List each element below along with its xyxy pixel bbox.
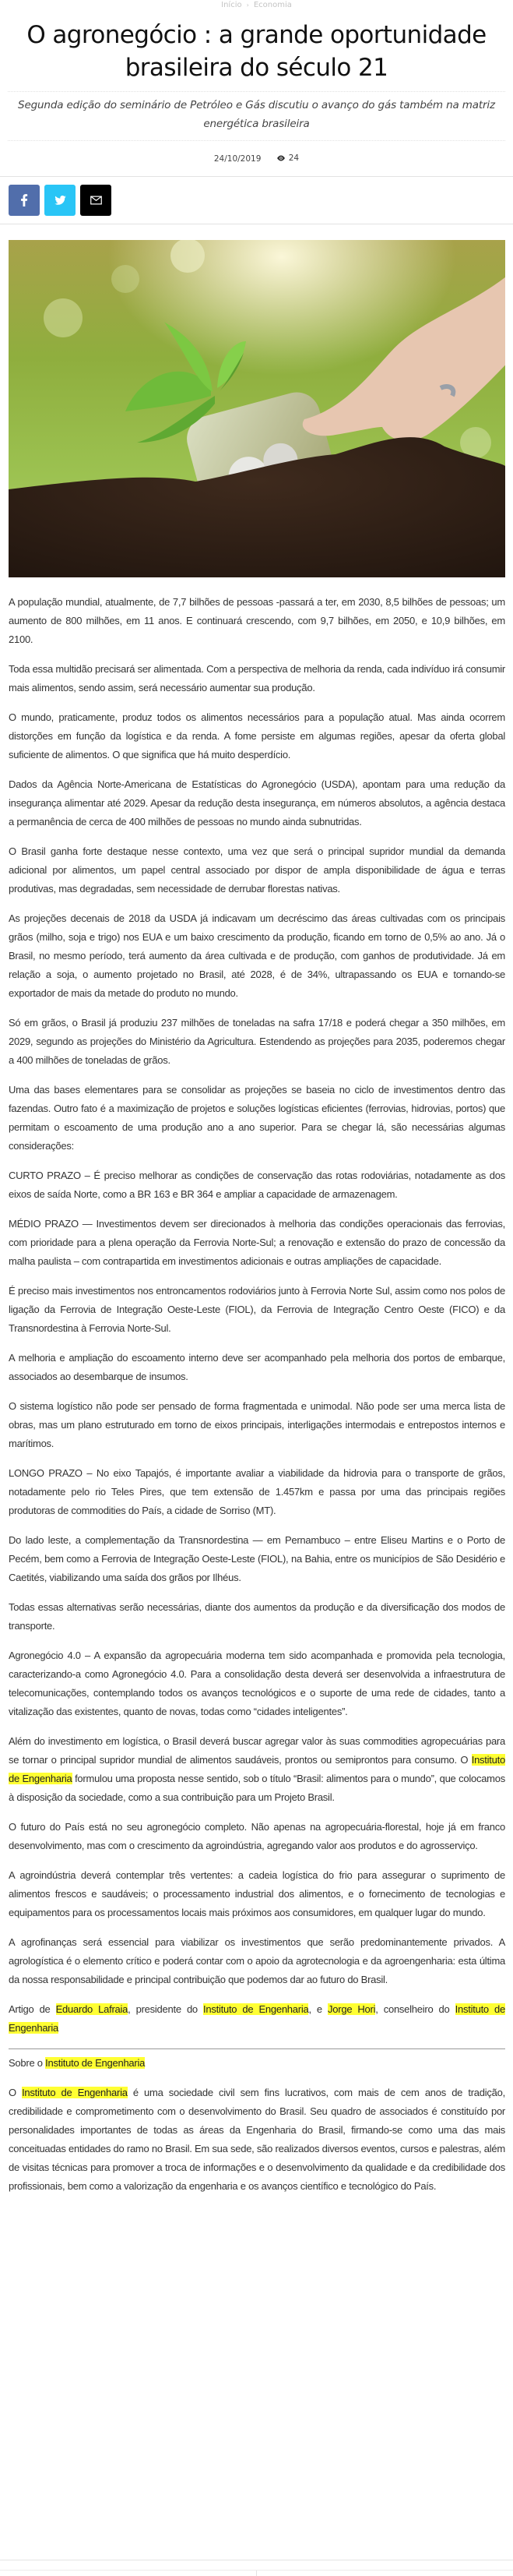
byline-text: , conselheiro do	[375, 2003, 455, 2015]
paragraph	[9, 1732, 505, 1807]
twitter-share-button[interactable]	[44, 185, 76, 216]
author-link[interactable]: Eduardo Lafraia	[55, 2003, 128, 2015]
paragraph: Só em grãos, o Brasil já produziu 237 milhões de toneladas na safra 17/18 e poderá chegar a 350 milhões, em 2029, segundo as projeções do Ministério da Agricultura. Estendendo as projeções para 2035, poderemos chegar a 400 milhões de toneladas de grãos.	[9, 1017, 505, 1066]
paragraph: As projeções decenais de 2018 da USDA já indicavam um decréscimo das áreas cultivadas com os principais grãos (milho, soja e trigo) nos EUA e um baixo crescimento da produção, ficando em torno de 0,5% ao ano. Já o Brasil, no mesmo período, terá aumento da área cultivada e de produção, com ganhos de produtividade. Já em relação a soja, o aumento projetado no Brasil, até 2028, é de 34%, ultrapassando os EUA e tornando-se exportador de mais da metade do produto no mundo.	[9, 912, 505, 999]
page-title: O agronegócio : a grande oportunidade brasileira do século 21	[26, 21, 487, 82]
email-share-button[interactable]	[80, 185, 111, 216]
envelope-icon	[90, 196, 102, 205]
divider	[8, 91, 505, 92]
paragraph-text: Além do investimento em logística, o Brasil deverá buscar agregar valor às suas commodities agropecuárias para se tornar o principal supridor mundial de alimentos saudáveis, prontos ou semiprontos para consumo. O	[9, 1735, 505, 1766]
paragraph: A população mundial, atualmente, de 7,7 bilhões de pessoas -passará a ter, em 2030, 8,5 bilhões de pessoas; um aumento de 800 milhões, em 11 anos. E continuará crescendo, com 9,7 bilhões, em 2050, e 10,9 bilhões, em 2100.	[9, 596, 505, 645]
paragraph: O Brasil ganha forte destaque nesse contexto, uma vez que será o principal supridor mundial da demanda adicional por alimentos, um papel central associado por dispor de ampla disponibilidade de água e terras produtivas, mas degradadas, sem necessidade de derrubar florestas nativas.	[9, 845, 505, 895]
page-subtitle: Segunda edição do seminário de Petróleo e Gás discutiu o avanço do gás também na matriz energética brasileira	[18, 99, 495, 130]
about-heading-text: Sobre o	[9, 2057, 46, 2069]
views-counter	[276, 151, 299, 165]
facebook-share-button[interactable]	[9, 185, 40, 216]
byline-text: , presidente do	[128, 2003, 204, 2015]
byline-text: , e	[308, 2003, 329, 2015]
byline-text: Artigo de	[9, 2003, 56, 2015]
post-meta	[0, 151, 513, 166]
paragraph: O futuro do País está no seu agronegócio completo. Não apenas na agropecuária-florestal, hoje já em franco desenvolvimento, mas com o crescimento da agroindústria, agregando valor aos produtos e do agrosserviço.	[9, 1821, 505, 1851]
paragraph: O mundo, praticamente, produz todos os alimentos necessários para a população atual. Mas ainda ocorrem distorções em função da logística e da renda. A fome persiste em algumas regiões, apesar da oferta global suficiente de alimentos. O que significa que há muito desperdício.	[9, 711, 505, 760]
paragraph-text: O	[9, 2087, 23, 2098]
paragraph: É preciso mais investimentos nos entroncamentos rodoviários junto à Ferrovia Norte Sul, assim como nos polos de ligação da Ferrovia de Integração Oeste-Leste (FIOL), da Ferrovia de Integração Centro Oeste (FICO) e da Transnordestina à Ferrovia Norte-Sul.	[9, 1285, 505, 1334]
paragraph: O sistema logístico não pode ser pensado de forma fragmentada e unimodal. Não pode ser uma merca lista de obras, mas um plano estruturado em torno de eixos principais, interligações intermodais e entrepostos internos e marítimos.	[9, 1400, 505, 1449]
paragraph-text: é uma sociedade civil sem fins lucrativos, com mais de cem anos de tradição, credibilidade e comprometimento com o desenvolvimento do Brasil. Seu quadro de associados é constituído por personalidades importantes de todas as áreas da Engenharia do Brasil, firmando-se como uma das mais conceituadas entidades do ramo no Brasil. Em sua sede, são realizados diversos eventos, cursos e palestras, além de visitas técnicas para promover a troca de informações e o desenvolvimento da qualidade e da credibilidade dos profissionais, bem como a valorização da engenharia e os avanços científico e tecnológico do País.	[9, 2087, 505, 2192]
author-link[interactable]: Jorge Hori	[328, 2003, 376, 2015]
breadcrumb-home-link[interactable]: Início	[221, 1, 242, 9]
article-body	[9, 593, 505, 2207]
twitter-icon	[54, 196, 66, 205]
paragraph: Uma das bases elementares para se consolidar as projeções se baseia no ciclo de investimentos dentro das fazendas. Outro fato é a maximização de projetos e soluções logísticas eficientes (ferrovias, hidrovias, portos) que permitam o escoamento de uma produção ano a ano superior. Para se chegar lá, são necessárias algumas considerações:	[9, 1084, 505, 1152]
paragraph: Todas essas alternativas serão necessárias, diante dos aumentos da produção e da diversificação dos modos de transporte.	[9, 1601, 505, 1632]
divider	[0, 176, 513, 177]
paragraph: CURTO PRAZO – É preciso melhorar as condições de conservação das rotas rodoviárias, notadamente as dos eixos de saída Norte, como a BR 163 e BR 364 e ampliar a capacidade de armazenagem.	[9, 1170, 505, 1200]
instituto-link[interactable]: Instituto de Engenharia	[203, 2003, 309, 2015]
paragraph: A agroindústria deverá contemplar três vertentes: a cadeia logística do frio para assegurar o suprimento de alimentos frescos e saudáveis; o processamento industrial dos alimentos, e o fornecimento de tecnologias e equipamentos para os processamentos locais mais próximos aos consumidores, em qualquer lugar do mundo.	[9, 1869, 505, 1918]
paragraph: Toda essa multidão precisará ser alimentada. Com a perspectiva de melhoria da renda, cada indivíduo irá consumir mais alimentos, sendo assim, será necessário aumentar sua produção.	[9, 663, 505, 693]
breadcrumb-category-link[interactable]: Economia	[253, 1, 292, 9]
divider	[9, 2048, 505, 2049]
paragraph: A melhoria e ampliação do escoamento interno deve ser acompanhado pela melhoria dos portos de embarque, associados ao desembarque de insumos.	[9, 1352, 505, 1382]
divider	[8, 140, 505, 141]
instituto-link[interactable]: Instituto de Engenharia	[45, 2057, 146, 2069]
paragraph: Dados da Agência Norte-Americana de Estatísticas do Agronegócio (USDA), apontam para uma redução da insegurança alimentar até 2029. Apesar da redução desta insegurança, em números absolutos, a agência destaca a permanência de cerca de 400 milhões de pessoas no mundo ainda subnutridas.	[9, 778, 505, 827]
paragraph: Agronegócio 4.0 – A expansão da agropecuária moderna tem sido acompanhada e promovida pela tecnologia, caracterizando-a como Agronegócio 4.0. Para a consolidação desta deverá ser desenvolvida a infraestrutura de telecomunicações, contemplando todos os avanços tecnológicos e o suporte de uma rede de cidades, tanto a vitalização das existentes, quanto de novas, todas como “cidades inteligentes”.	[9, 1650, 505, 1717]
instituto-link[interactable]: Instituto de Engenharia	[22, 2087, 128, 2098]
paragraph: LONGO PRAZO – No eixo Tapajós, é importante avaliar a viabilidade da hidrovia para o transporte de grãos, notadamente pelo rio Teles Pires, que tem extensão de 1.457km e passa por uma das principais regiões produtoras de commodities do País, a cidade de Sorriso (MT).	[9, 1467, 505, 1516]
about-paragraph	[9, 2084, 505, 2196]
breadcrumb	[0, 0, 513, 11]
instituto-link[interactable]: Instituto de Engenharia	[9, 1754, 505, 1784]
byline	[9, 2000, 505, 2038]
paragraph: A agrofinanças será essencial para viabilizar os investimentos que serão predominantemente privados. A agrologística é o elemento crítico e poderá contar com o apoio da agrotecnologia e da agroengenharia: esta última da nossa responsabilidade e principal contribuição que podemos dar ao futuro do Brasil.	[9, 1936, 505, 1985]
instituto-link[interactable]: Instituto de Engenharia	[9, 2003, 505, 2034]
about-heading	[9, 2054, 505, 2073]
chevron-right-icon: ›	[246, 2, 249, 9]
eye-icon	[276, 155, 286, 161]
hero-image	[9, 240, 505, 577]
post-date: 24/10/2019	[213, 154, 262, 164]
share-bar	[9, 185, 111, 216]
paragraph: MÉDIO PRAZO — Investimentos devem ser direcionados à melhoria das condições operacionais das ferrovias, com prioridade para a plena operação da Ferrovia Norte-Sul; a renovação e extensão do prazo de concessão da malha paulista – com contrapartida em investimentos adicionais e outras ampliações de capacidade.	[9, 1218, 505, 1267]
plant-coins-jar-photo	[9, 240, 505, 577]
paragraph: Do lado leste, a complementação da Transnordestina — em Pernambuco – entre Eliseu Martins e o Porto de Pecém, bem como a Ferrovia de Integração Oeste-Leste (FIOL), na Bahia, entre os municípios de São Desidério e Caetités, viabilizando uma saída dos grãos por Ilhéus.	[9, 1534, 505, 1583]
views-count: 24	[288, 154, 300, 163]
facebook-icon	[20, 194, 28, 206]
paragraph-text: formulou uma proposta nesse sentido, sob o título “Brasil: alimentos para o mundo”, que colocamos à disposição da sociedade, como a sua contribuição para um Projeto Brasil.	[9, 1773, 505, 1803]
